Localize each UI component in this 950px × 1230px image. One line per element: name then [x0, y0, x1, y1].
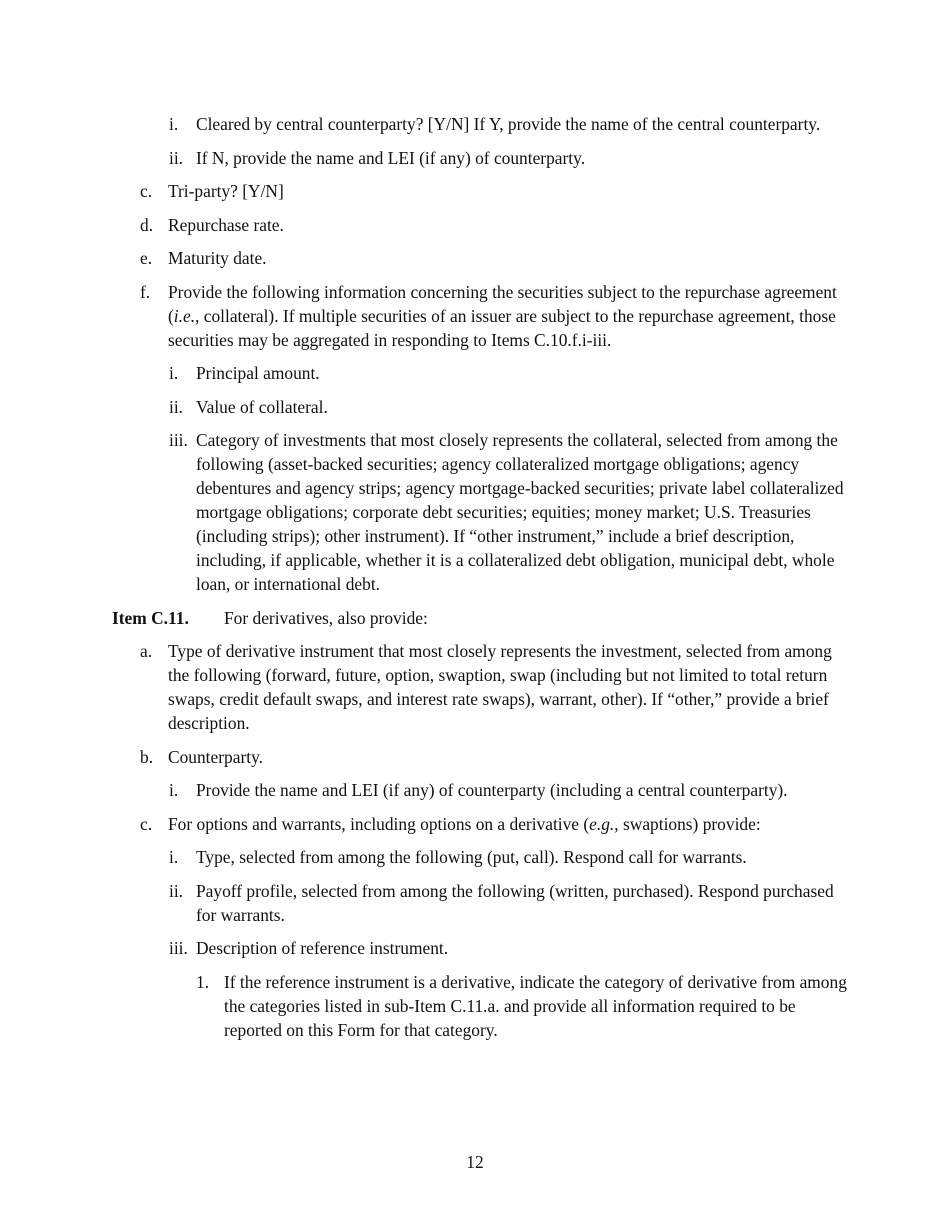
- list-marker: i.: [169, 847, 179, 867]
- list-text: Payoff profile, selected from among the following (written, purchased). Respond purchased for warrants.: [196, 880, 834, 925]
- list-item: [0, 246, 950, 270]
- list-item: [0, 845, 950, 869]
- list-marker: d.: [140, 214, 154, 235]
- list-item: [0, 745, 950, 769]
- list-text-part: Provide the following information concerning the securities subject to the repurchase agreement (: [168, 281, 837, 326]
- list-item: [0, 280, 950, 352]
- list-text: Repurchase rate.: [168, 214, 284, 235]
- list-item: [0, 146, 950, 170]
- list-item: [0, 428, 950, 596]
- list-marker: 1.: [196, 971, 210, 992]
- list-text: If N, provide the name and LEI (if any) of counterparty.: [196, 147, 586, 168]
- list-marker: i.: [169, 780, 179, 800]
- list-marker: i.: [169, 363, 179, 383]
- list-text: Description of reference instrument.: [196, 938, 449, 958]
- list-marker: ii.: [169, 147, 184, 168]
- list-marker: ii.: [169, 396, 184, 417]
- list-text: Tri-party? [Y/N]: [168, 181, 284, 201]
- list-marker: iii.: [169, 430, 188, 450]
- list-text: Type of derivative instrument that most closely represents the investment, selected from among the following (forward, future, option, swaption, swap (including but not limited to total return swaps, credit default swaps, and interest rate swaps), warrant, other). If “other,” provide a brief description.: [168, 641, 832, 733]
- list-text: Type, selected from among the following (put, call). Respond call for warrants.: [196, 847, 747, 867]
- list-text: Counterparty.: [168, 746, 263, 767]
- list-item: [0, 970, 950, 1042]
- list-text-part: collateral). If multiple securities of an issuer are subject to the repurchase agreement, those securities may be aggregated in responding to Items C.10.f.i-iii.: [168, 305, 836, 350]
- list-item: [0, 112, 950, 136]
- list-marker: ii.: [169, 880, 184, 901]
- list-text-part: , swaptions) provide:: [614, 813, 761, 834]
- list-text: If the reference instrument is a derivative, indicate the category of derivative from among the categories listed in sub-Item C.11.a. and provide all information required to be reported on this Form for that category.: [224, 971, 847, 1040]
- list-marker: c.: [140, 181, 153, 201]
- list-marker: c.: [140, 813, 153, 834]
- page-number: 12: [466, 1152, 484, 1172]
- list-item: [0, 639, 950, 735]
- list-text: Principal amount.: [196, 363, 320, 383]
- list-item: [0, 812, 950, 836]
- list-text: [168, 282, 837, 350]
- list-text: Provide the name and LEI (if any) of counterparty (including a central counterparty).: [196, 780, 788, 800]
- list-text: Cleared by central counterparty? [Y/N] If Y, provide the name of the central counterparty.: [196, 114, 821, 134]
- list-item: [0, 879, 950, 927]
- list-item: [0, 778, 950, 802]
- list-text: Maturity date.: [168, 248, 267, 268]
- list-text: Category of investments that most closely represents the collateral, selected from among the following (asset-backed securities; agency collateralized mortgage obligations; agency debentures and agency strips; agency mortgage-backed securities; private label collateralized mortgage obligations; corporate debt securities; equities; money market; U.S. Treasuries (including strips); other instrument). If “other instrument,” include a brief description, including, if applicable, whether it is a collateralized debt obligation, municipal debt, whole loan, or international debt.: [196, 430, 844, 594]
- item-heading: [0, 606, 950, 630]
- list-marker: i.: [169, 114, 179, 134]
- list-item: [0, 361, 950, 385]
- list-item: [0, 213, 950, 237]
- document-body: [0, 112, 950, 1051]
- list-marker: b.: [140, 746, 154, 767]
- italic-abbreviation: i.e.,: [173, 305, 200, 326]
- list-item: [0, 395, 950, 419]
- list-text: Value of collateral.: [196, 396, 328, 417]
- list-text-part: For options and warrants, including options on a derivative (: [168, 813, 590, 834]
- list-marker: f.: [140, 281, 151, 302]
- list-marker: e.: [140, 248, 153, 268]
- list-item: [0, 936, 950, 960]
- item-number: Item C.11.: [112, 607, 189, 628]
- list-text: [168, 814, 761, 834]
- list-item: [0, 179, 950, 203]
- item-heading-text: For derivatives, also provide:: [224, 607, 428, 628]
- list-marker: iii.: [169, 938, 188, 958]
- italic-abbreviation: e.g.: [589, 813, 615, 834]
- list-marker: a.: [140, 641, 153, 661]
